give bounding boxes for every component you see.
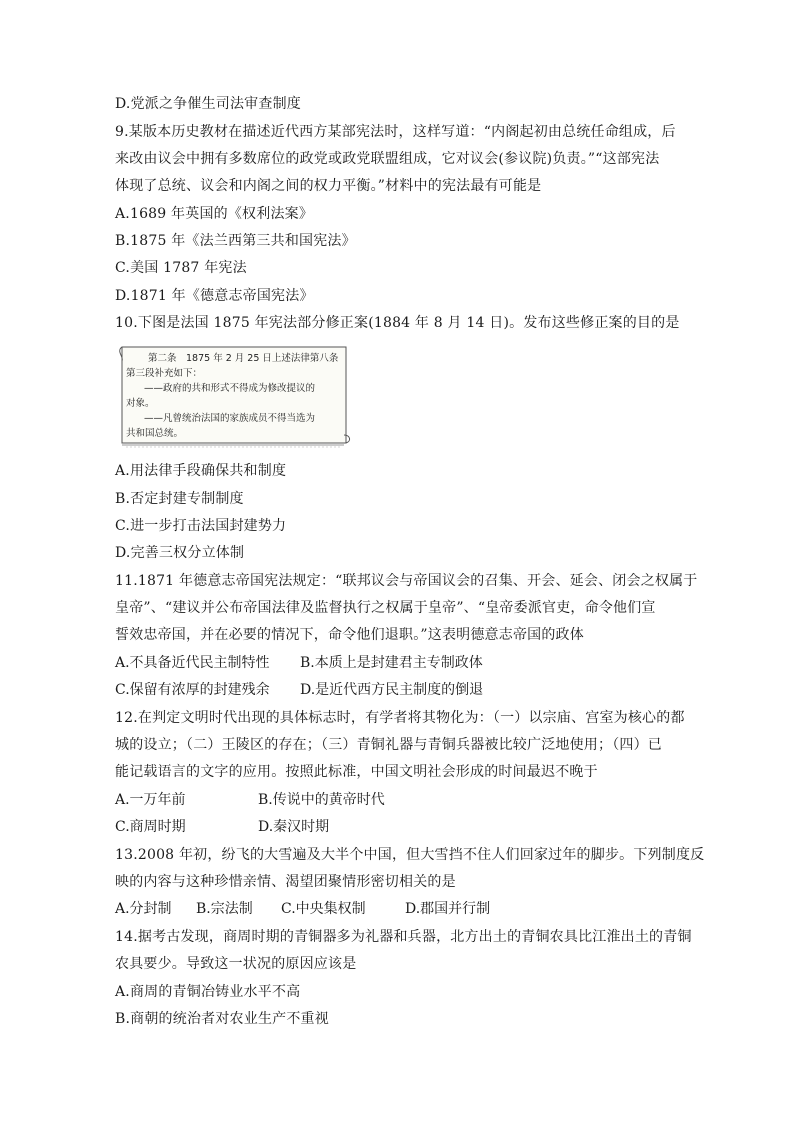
q12-stem-line2: 城的设立；（二）王陵区的存在；（三）青铜礼器与青铜兵器被比较广泛地使用；（四）已 — [115, 737, 662, 753]
q10-option-a: A.用法律手段确保共和制度 — [115, 463, 287, 479]
scroll-line-2: 第三段补充如下： — [126, 368, 203, 379]
q11-option-c: C.保留有浓厚的封建残余 — [115, 682, 270, 698]
q9-stem-line3: 体现了总统、议会和内阁之间的权力平衡。”材料中的宪法最有可能是 — [115, 178, 542, 194]
q9-stem-line1: 9.某版本历史教材在描述近代西方某部宪法时，这样写道：“内阁起初由总统任命组成，后 — [115, 124, 676, 140]
q11-stem-line2: 皇帝”、“建议并公布帝国法律及监督执行之权属于皇帝”、“皇帝委派官吏，命令他们宣 — [115, 600, 656, 616]
q11-option-d: D.是近代西方民主制度的倒退 — [300, 682, 484, 698]
q10-option-c: C.进一步打击法国封建势力 — [115, 518, 287, 534]
q11-stem-line1: 11.1871 年德意志帝国宪法规定：“联邦议会与帝国议会的召集、开会、延会、闭会之权属于 — [115, 573, 698, 589]
q11-option-b: B.本质上是封建君主专制政体 — [300, 655, 483, 671]
q11-stem-line3: 誓效忠帝国，并在必要的情况下，命令他们退职。”这表明德意志帝国的政体 — [115, 627, 584, 643]
amendment-scroll-image — [118, 345, 354, 449]
q9-option-c: C.美国 1787 年宪法 — [115, 260, 247, 276]
q12-stem-line1: 12.在判定文明时代出现的具体标志时，有学者将其物化为：（一）以宗庙、宫室为核心的都 — [115, 710, 685, 726]
q12-option-c: C.商周时期 — [115, 819, 186, 835]
q9-option-d: D.1871 年《德意志帝国宪法》 — [115, 288, 314, 304]
q14-stem-line2: 农具要少。导致这一状况的原因应该是 — [115, 956, 357, 972]
q13-option-b: B.宗法制 — [196, 901, 253, 917]
q9-stem-line2: 来改由议会中拥有多数席位的政党或政党联盟组成，它对议会(参议院)负责。”“这部宪法 — [115, 151, 660, 167]
q9-option-b: B.1875 年《法兰西第三共和国宪法》 — [115, 233, 356, 249]
q13-option-c: C.中央集权制 — [281, 901, 366, 917]
q11-option-a: A.不具备近代民主制特性 — [115, 655, 270, 671]
scroll-line-4: 对象。 — [126, 398, 155, 409]
q13-stem-line1: 13.2008 年初，纷飞的大雪遍及大半个中国，但大雪挡不住人们回家过年的脚步。下列制度反 — [115, 847, 705, 863]
q13-option-a: A.分封制 — [115, 901, 172, 917]
q10-stem: 10.下图是法国 1875 年宪法部分修正案(1884 年 8 月 14 日)。发布这些修正案的目的是 — [115, 315, 680, 331]
q12-stem-line3: 能记载语言的文字的应用。按照此标准，中国文明社会形成的时间最迟不晚于 — [115, 764, 598, 780]
q14-option-a: A.商周的青铜冶铸业水平不高 — [115, 984, 301, 1000]
q8-option-d: D.党派之争催生司法审查制度 — [115, 96, 301, 112]
q12-option-b: B.传说中的黄帝时代 — [258, 792, 385, 808]
scroll-line-5: ——凡曾统治法国的家族成员不得当选为 — [144, 413, 316, 424]
q9-option-a: A.1689 年英国的《权利法案》 — [115, 206, 314, 222]
q12-option-a: A.一万年前 — [115, 792, 186, 808]
q10-option-b: B.否定封建专制制度 — [115, 491, 244, 507]
q13-stem-line2: 映的内容与这种珍惜亲情、渴望团聚情形密切相关的是 — [115, 874, 456, 890]
scroll-line-3: ——政府的共和形式不得成为修改提议的 — [144, 383, 316, 394]
q13-option-d: D.郡国并行制 — [405, 901, 491, 917]
q14-stem-line1: 14.据考古发现，商周时期的青铜器多为礼器和兵器，北方出土的青铜农具比江淮出土的青铜 — [115, 929, 692, 945]
q12-option-d: D.秦汉时期 — [258, 819, 330, 835]
q10-option-d: D.完善三权分立体制 — [115, 545, 245, 561]
q14-option-b: B.商朝的统治者对农业生产不重视 — [115, 1011, 329, 1027]
scroll-line-6: 共和国总统。 — [126, 428, 184, 439]
scroll-line-1: 第二条 1875 年 2 月 25 日上述法律第八条 — [148, 353, 339, 364]
